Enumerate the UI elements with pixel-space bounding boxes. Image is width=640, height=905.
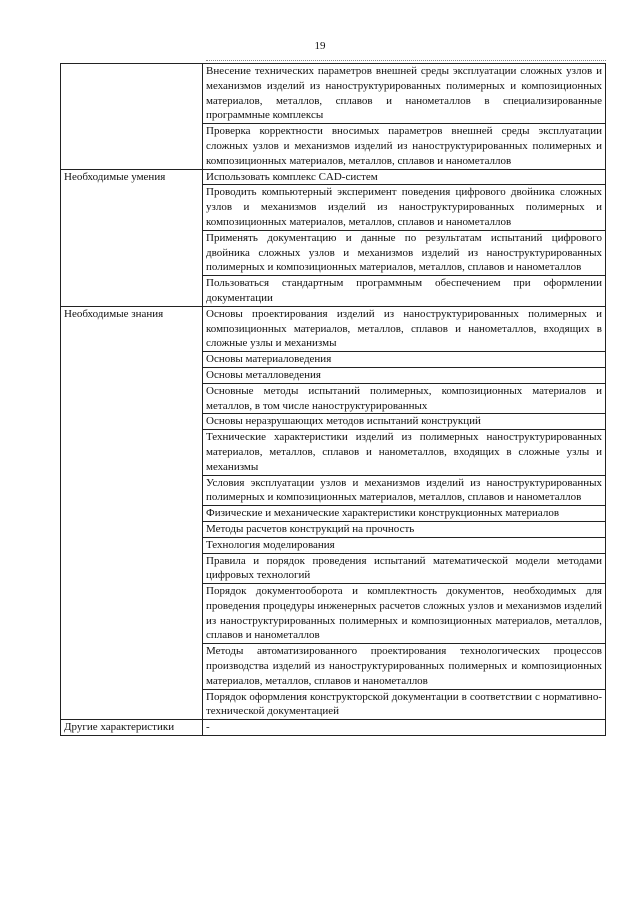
table-cell: Технология моделирования <box>203 537 606 553</box>
table-cell: Порядок документооборота и комплектность документов, необходимых для проведения процедуры инженерных расчетов сложных узлов и механизмов изделий из наноструктурированных полимерных и композиционных материалов, металлов, сплавов и нанометаллов <box>203 584 606 644</box>
table-cell: Технические характеристики изделий из полимерных наноструктурированных материалов, металлов, сплавов и нанометаллов, входящих в сложные узлы и механизмы <box>203 430 606 475</box>
table-cell: Основные методы испытаний полимерных, композиционных материалов и металлов, в том числе наноструктурированных <box>203 383 606 414</box>
table-cell: Проводить компьютерный эксперимент поведения цифрового двойника сложных узлов и механизмов изделий из наноструктурированных полимерных и композиционных материалов, металлов, сплавов и нанометаллов <box>203 185 606 230</box>
table-row <box>61 169 606 185</box>
row-label-skills: Необходимые умения <box>61 169 203 306</box>
row-label-other: Другие характеристики <box>61 720 203 736</box>
table-cell: Методы расчетов конструкций на прочность <box>203 521 606 537</box>
row-label-knowledge: Необходимые знания <box>61 306 203 720</box>
table-cell: Проверка корректности вносимых параметров внешней среды эксплуатации сложных узлов и механизмов изделий из наноструктурированных полимерных и композиционных материалов, металлов, сплавов и нанометаллов <box>203 124 606 169</box>
table-cell: Внесение технических параметров внешней среды эксплуатации сложных узлов и механизмов изделий из наноструктурированных полимерных и композиционных материалов, металлов, сплавов и нанометаллов в специализированные программные комплексы <box>203 64 606 124</box>
table-cell: Правила и порядок проведения испытаний математической модели методами цифровых технологий <box>203 553 606 584</box>
page-number: 19 <box>314 40 326 52</box>
table-cell: Пользоваться стандартным программным обеспечением при оформлении документации <box>203 276 606 307</box>
row-label <box>61 64 203 170</box>
table-cell: Основы металловедения <box>203 367 606 383</box>
table-cell: Методы автоматизированного проектирования технологических процессов производства изделий из наноструктурированных полимерных и композиционных материалов, металлов, сплавов и нанометаллов <box>203 644 606 689</box>
table-cell: Порядок оформления конструкторской документации в соответствии с нормативно-технической документацией <box>203 689 606 720</box>
table-cell: Условия эксплуатации узлов и механизмов изделий из наноструктурированных полимерных и композиционных материалов, металлов, сплавов и нанометаллов <box>203 475 606 506</box>
table-cell: - <box>203 720 606 736</box>
continuation-line <box>206 60 606 61</box>
table-cell: Использовать комплекс CAD-систем <box>203 169 606 185</box>
table-cell: Физические и механические характеристики конструкционных материалов <box>203 506 606 522</box>
table-row <box>61 64 606 124</box>
table-cell: Основы неразрушающих методов испытаний конструкций <box>203 414 606 430</box>
qualification-table <box>60 63 606 736</box>
table-row <box>61 720 606 736</box>
table-cell: Основы материаловедения <box>203 352 606 368</box>
table-row <box>61 306 606 351</box>
table-cell: Применять документацию и данные по результатам испытаний цифрового двойника сложных узлов и механизмов изделий из наноструктурированных полимерных и композиционных материалов, металлов, сплавов и нанометаллов <box>203 230 606 275</box>
table-cell: Основы проектирования изделий из наноструктурированных полимерных и композиционных материалов, металлов, сплавов и нанометаллов, входящих в сложные узлы и механизмы <box>203 306 606 351</box>
